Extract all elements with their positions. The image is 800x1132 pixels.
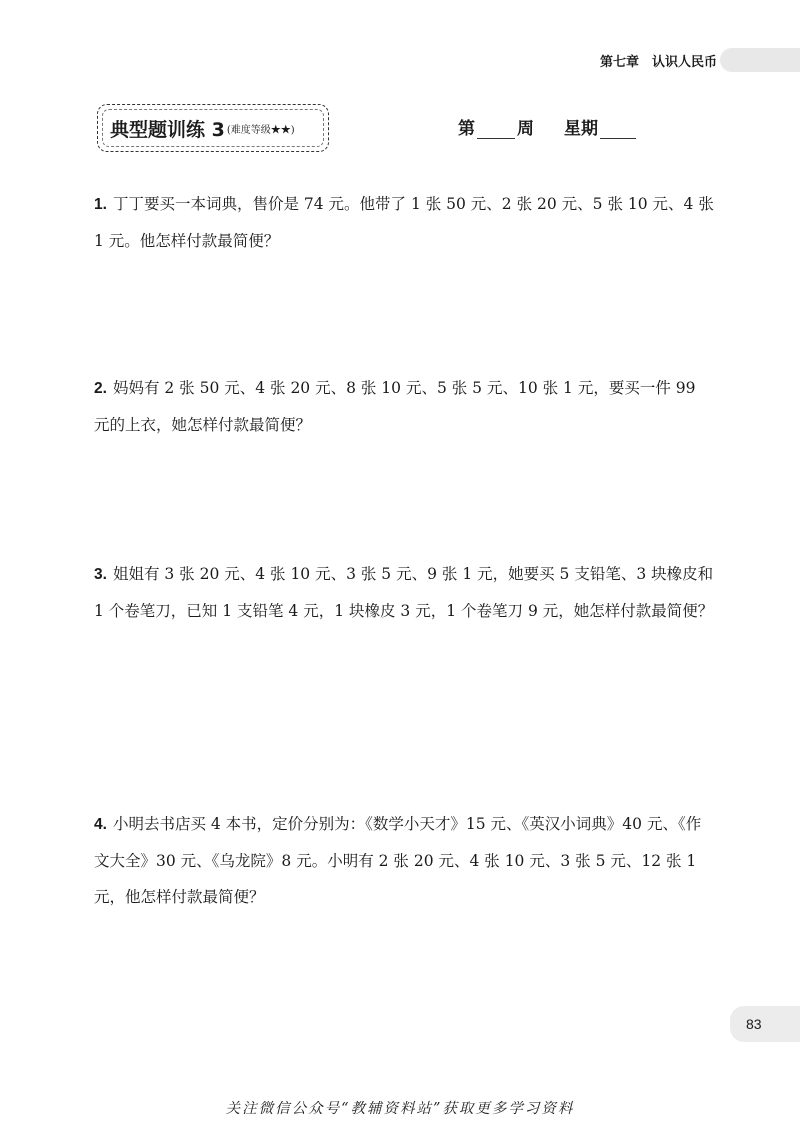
question-1: [94, 186, 714, 259]
difficulty-level: (难度等级★★): [226, 124, 295, 136]
question-text: 姐姐有 3 张 20 元、4 张 10 元、3 张 5 元、9 张 1 元，她要买 5 支铅笔、3 块橡皮和 1 个卷笔刀，已知 1 支铅笔 4 元，1 块橡皮 3 元，1 个卷笔刀 9 元，她怎样付款最简便？: [94, 565, 714, 620]
question-3: [94, 556, 714, 629]
section-title-box: [97, 104, 329, 152]
section-title: 典型题训练 3: [110, 118, 225, 141]
header-tab-decoration: [720, 48, 800, 72]
question-number: 2.: [94, 380, 107, 397]
question-number: 1.: [94, 196, 107, 213]
question-text: 妈妈有 2 张 50 元、4 张 20 元、8 张 10 元、5 张 5 元、10 张 1 元，要买一件 99 元的上衣，她怎样付款最简便？: [94, 379, 696, 434]
week-prefix: 第: [458, 119, 475, 139]
page-number: 83: [730, 1006, 800, 1042]
week-suffix: 周: [517, 119, 534, 139]
question-number: 4.: [94, 816, 107, 833]
week-day-line: [458, 114, 636, 139]
question-text: 小明去书店买 4 本书，定价分别为：《数学小天才》15 元、《英汉小词典》40 元、《作文大全》30 元、《乌龙院》8 元。小明有 2 张 20 元、4 张 10 元、3 张 5 元、12 张 1 元，他怎样付款最简便？: [94, 815, 702, 906]
chapter-header: [600, 46, 800, 74]
chapter-title: 第七章 认识人民币: [600, 54, 718, 70]
weekday-blank[interactable]: [600, 120, 636, 139]
question-4: [94, 806, 714, 915]
weekday-label: 星期: [564, 119, 598, 139]
question-2: [94, 370, 714, 443]
week-blank[interactable]: [477, 120, 515, 139]
question-number: 3.: [94, 566, 107, 583]
question-text: 丁丁要买一本词典，售价是 74 元。他带了 1 张 50 元、2 张 20 元、5 张 10 元、4 张 1 元。他怎样付款最简便？: [94, 195, 714, 250]
footer-note: 关注微信公众号“教辅资料站”获取更多学习资料: [225, 1101, 575, 1117]
